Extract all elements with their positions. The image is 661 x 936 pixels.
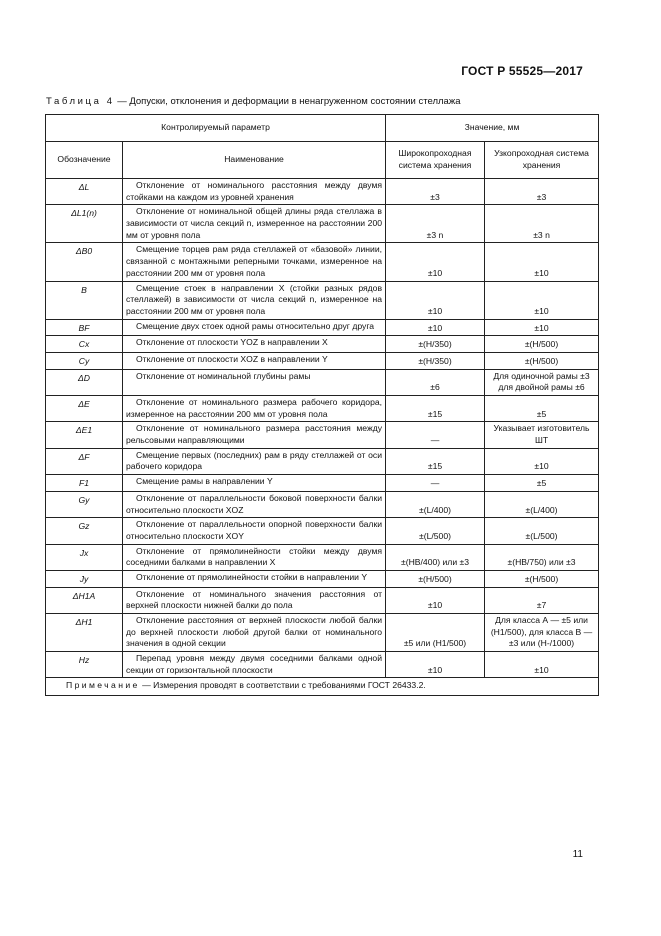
row-wide-value: — bbox=[386, 422, 485, 448]
table-row bbox=[46, 396, 599, 422]
table-row bbox=[46, 369, 599, 395]
row-wide-value: ±10 bbox=[386, 319, 485, 336]
row-symbol: ΔL bbox=[46, 179, 123, 205]
note-prefix: Примечание bbox=[66, 680, 140, 691]
header-narrow-aisle: Узкопроходная система хранения bbox=[485, 142, 599, 179]
row-symbol: Hz bbox=[46, 652, 123, 678]
table-note bbox=[46, 678, 599, 696]
row-symbol: ΔD bbox=[46, 369, 123, 395]
header-parameter: Контролируемый параметр bbox=[46, 115, 386, 142]
row-name: Отклонение от номинальной глубины рамы bbox=[123, 369, 386, 395]
row-name: Отклонение от номинального значения расстояния от верхней плоскости нижней балки до пола bbox=[123, 587, 386, 613]
table-row bbox=[46, 570, 599, 587]
row-narrow-value: ±10 bbox=[485, 652, 599, 678]
row-narrow-value: ±3 bbox=[485, 179, 599, 205]
row-symbol: ΔE1 bbox=[46, 422, 123, 448]
table-row bbox=[46, 587, 599, 613]
table-row bbox=[46, 544, 599, 570]
row-name: Отклонение от плоскости XOZ в направлении Y bbox=[123, 352, 386, 369]
note-text: — Измерения проводят в соответствии с требованиями ГОСТ 26433.2. bbox=[139, 680, 426, 691]
row-narrow-value: ±(L/500) bbox=[485, 518, 599, 544]
row-narrow-value: Для класса А — ±5 или (H1/500), для класса В — ±3 или (H-/1000) bbox=[485, 614, 599, 652]
row-wide-value: ±3 bbox=[386, 179, 485, 205]
row-narrow-value: ±(H/500) bbox=[485, 352, 599, 369]
row-name: Смещение двух стоек одной рамы относительно друг друга bbox=[123, 319, 386, 336]
row-narrow-value: ±7 bbox=[485, 587, 599, 613]
header-name: Наименование bbox=[123, 142, 386, 179]
caption-prefix: Таблица 4 bbox=[46, 96, 115, 107]
table-row bbox=[46, 491, 599, 517]
row-narrow-value: Для одиночной рамы ±3 для двойной рамы ±6 bbox=[485, 369, 599, 395]
row-narrow-value: ±(HB/750) или ±3 bbox=[485, 544, 599, 570]
row-wide-value: ±10 bbox=[386, 281, 485, 319]
row-name: Отклонение расстояния от верхней плоскости любой балки до верхней плоскости любой другой балки от номинального значения в одной секции bbox=[123, 614, 386, 652]
row-wide-value: ±(L/500) bbox=[386, 518, 485, 544]
row-wide-value: ±10 bbox=[386, 652, 485, 678]
row-wide-value: ±(H/350) bbox=[386, 336, 485, 353]
table-row bbox=[46, 281, 599, 319]
row-name: Отклонение от параллельности боковой поверхности балки относительно плоскости XOZ bbox=[123, 491, 386, 517]
row-symbol: ΔE bbox=[46, 396, 123, 422]
row-symbol: Cx bbox=[46, 336, 123, 353]
table-body bbox=[46, 179, 599, 678]
table-row bbox=[46, 352, 599, 369]
row-wide-value: ±10 bbox=[386, 243, 485, 281]
row-wide-value: ±6 bbox=[386, 369, 485, 395]
row-name: Отклонение от плоскости YOZ в направлении X bbox=[123, 336, 386, 353]
row-symbol: ΔL1(n) bbox=[46, 205, 123, 243]
table-caption bbox=[46, 96, 460, 107]
row-symbol: F1 bbox=[46, 475, 123, 492]
table-row bbox=[46, 614, 599, 652]
row-wide-value: ±10 bbox=[386, 587, 485, 613]
row-wide-value: ±3 n bbox=[386, 205, 485, 243]
table-row bbox=[46, 475, 599, 492]
table-row bbox=[46, 652, 599, 678]
header-symbol: Обозначение bbox=[46, 142, 123, 179]
row-name: Отклонение от прямолинейности стойки в направлении Y bbox=[123, 570, 386, 587]
table-row bbox=[46, 205, 599, 243]
row-name: Смещение первых (последних) рам в ряду стеллажей от оси рабочего коридора bbox=[123, 448, 386, 474]
row-wide-value: ±15 bbox=[386, 448, 485, 474]
row-symbol: ΔF bbox=[46, 448, 123, 474]
document-header: ГОСТ Р 55525—2017 bbox=[461, 64, 583, 78]
row-symbol: ΔH1 bbox=[46, 614, 123, 652]
row-symbol: B bbox=[46, 281, 123, 319]
row-name: Отклонение от номинального размера расстояния между рельсовыми направляющими bbox=[123, 422, 386, 448]
header-value: Значение, мм bbox=[386, 115, 599, 142]
row-narrow-value: ±(H/500) bbox=[485, 336, 599, 353]
row-narrow-value: ±10 bbox=[485, 281, 599, 319]
row-narrow-value: ±10 bbox=[485, 448, 599, 474]
row-name: Перепад уровня между двумя соседними балками одной секции от горизонтальной плоскости bbox=[123, 652, 386, 678]
header-wide-aisle: Широкопроходная система хранения bbox=[386, 142, 485, 179]
table-row bbox=[46, 518, 599, 544]
row-name: Отклонение от номинального размера рабочего коридора, измеренное на расстоянии 200 мм от уровня пола bbox=[123, 396, 386, 422]
row-wide-value: ±5 или (H1/500) bbox=[386, 614, 485, 652]
row-name: Отклонение от номинальной общей длины ряда стеллажа в зависимости от числа секций n, измеренное на расстоянии 200 мм от уровня пола bbox=[123, 205, 386, 243]
row-symbol: Jx bbox=[46, 544, 123, 570]
caption-text: — Допуски, отклонения и деформации в ненагруженном состоянии стеллажа bbox=[114, 96, 461, 107]
row-name: Смещение рамы в направлении Y bbox=[123, 475, 386, 492]
table-row bbox=[46, 319, 599, 336]
page-number: 11 bbox=[572, 849, 583, 860]
row-symbol: Cy bbox=[46, 352, 123, 369]
table-row bbox=[46, 243, 599, 281]
row-wide-value: ±(L/400) bbox=[386, 491, 485, 517]
row-wide-value: ±(HB/400) или ±3 bbox=[386, 544, 485, 570]
row-narrow-value: ±(L/400) bbox=[485, 491, 599, 517]
row-narrow-value: Указывает изготовитель ШТ bbox=[485, 422, 599, 448]
row-wide-value: ±(H/350) bbox=[386, 352, 485, 369]
row-name: Отклонение от номинального расстояния между двумя стойками на каждом из уровней хранения bbox=[123, 179, 386, 205]
row-name: Смещение торцев рам ряда стеллажей от «базовой» линии, связанной с монтажными реперными точками, измеренное на расстоянии 200 мм от уровня пола bbox=[123, 243, 386, 281]
table-row bbox=[46, 179, 599, 205]
table-row bbox=[46, 336, 599, 353]
row-symbol: BF bbox=[46, 319, 123, 336]
table-row bbox=[46, 422, 599, 448]
row-symbol: Jy bbox=[46, 570, 123, 587]
row-narrow-value: ±10 bbox=[485, 319, 599, 336]
row-symbol: ΔB0 bbox=[46, 243, 123, 281]
row-wide-value: ±(H/500) bbox=[386, 570, 485, 587]
row-narrow-value: ±5 bbox=[485, 475, 599, 492]
row-name: Смещение стоек в направлении X (стойки разных рядов стеллажей) в зависимости от числа секций n, измеренное на расстоянии 200 мм от уровня пола bbox=[123, 281, 386, 319]
row-symbol: Gy bbox=[46, 491, 123, 517]
row-narrow-value: ±3 n bbox=[485, 205, 599, 243]
table-row bbox=[46, 448, 599, 474]
row-symbol: Gz bbox=[46, 518, 123, 544]
row-name: Отклонение от параллельности опорной поверхности балки относительно плоскости XOY bbox=[123, 518, 386, 544]
row-wide-value: — bbox=[386, 475, 485, 492]
tolerance-table bbox=[45, 114, 599, 696]
row-narrow-value: ±(H/500) bbox=[485, 570, 599, 587]
row-narrow-value: ±5 bbox=[485, 396, 599, 422]
row-name: Отклонение от прямолинейности стойки между двумя соседними балками в направлении X bbox=[123, 544, 386, 570]
row-wide-value: ±15 bbox=[386, 396, 485, 422]
row-narrow-value: ±10 bbox=[485, 243, 599, 281]
row-symbol: ΔH1A bbox=[46, 587, 123, 613]
